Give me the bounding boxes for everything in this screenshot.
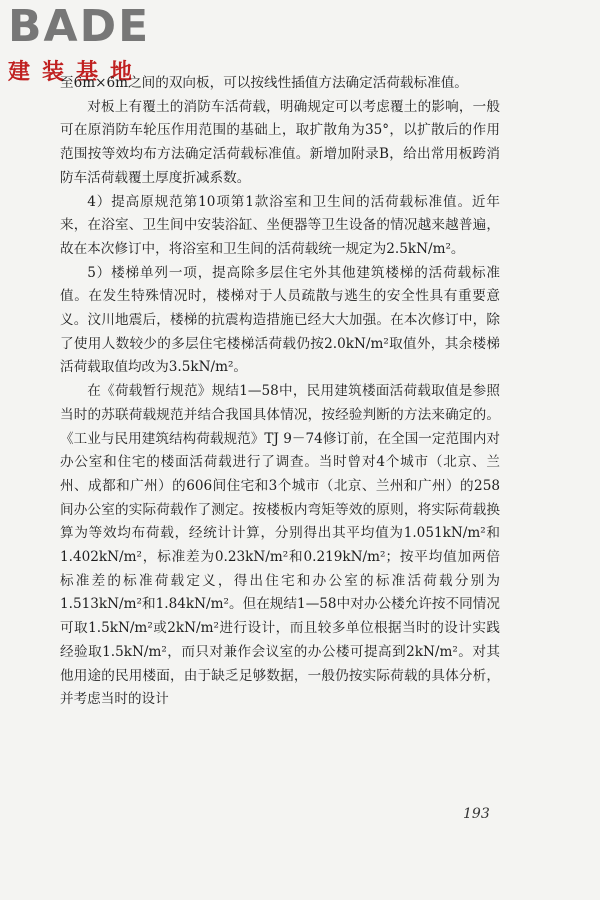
paragraph-stair-load: 5）楼梯单列一项，提高除多层住宅外其他建筑楼梯的活荷载标准值。在发生特殊情况时，楼梯对于人员疏散与逃生的安全性具有重要意义。汶川地震后，楼梯的抗震构造措施已经大大加强。在本次修订中，除了使用人数较少的多层住宅楼梯活荷载仍按2.0kN/m²取值外，其余楼梯活荷载取值均改为3.5kN/m²。: [60, 264, 500, 376]
page-number: 193: [463, 806, 490, 822]
paragraph-fire-truck-load: 对板上有覆土的消防车活荷载，明确规定可以考虑覆土的影响，一般可在原消防车轮压作用范围的基础上，取扩散角为35°，以扩散后的作用范围按等效均布方法确定活荷载标准值。新增加附录B，给出常用板跨消防车活荷载覆土厚度折减系数。: [60, 98, 500, 186]
logo-main-text: BADE: [8, 1, 151, 52]
document-body: [60, 72, 500, 712]
paragraph-history: 在《荷载暂行规范》规结1—58中，民用建筑楼面活荷载取值是参照当时的苏联荷载规范并结合我国具体情况，按经验判断的方法来确定的。《工业与民用建筑结构荷载规范》TJ 9－74修订前，在全国一定范围内对办公室和住宅的楼面活荷载进行了调查。当时曾对4个城市（北京、兰州、成都和广州）的606间住宅和3个城市（北京、兰州和广州）的258间办公室的实际荷载作了测定。按楼板内弯矩等效的原则，将实际荷载换算为等效均布荷载，经统计计算，分别得出其平均值为1.051kN/m²和1.402kN/m²，标准差为0.23kN/m²和0.219kN/m²；按平均值加两倍标准差的标准荷载定义，得出住宅和办公室的标准活荷载分别为1.513kN/m²和1.84kN/m²。但在规结1—58中对办公楼允许按不同情况可取1.5kN/m²或2kN/m²进行设计，而且较多单位根据当时的设计实践经验取1.5kN/m²，而只对兼作会议室的办公楼可提高到2kN/m²。对其他用途的民用楼面，由于缺乏足够数据，一般仍按实际荷载的具体分析，并考虑当时的设计: [60, 383, 500, 708]
logo-sub-text: 建装基地: [8, 60, 145, 85]
paragraph-continuation: 至6m×6m之间的双向板，可以按线性插值方法确定活荷载标准值。: [60, 75, 468, 91]
paragraph-bathroom-load: 4）提高原规范第10项第1款浴室和卫生间的活荷载标准值。近年来，在浴室、卫生间中安装浴缸、坐便器等卫生设备的情况越来越普遍，故在本次修订中，将浴室和卫生间的活荷载统一规定为2.5kN/m²。: [60, 193, 500, 257]
